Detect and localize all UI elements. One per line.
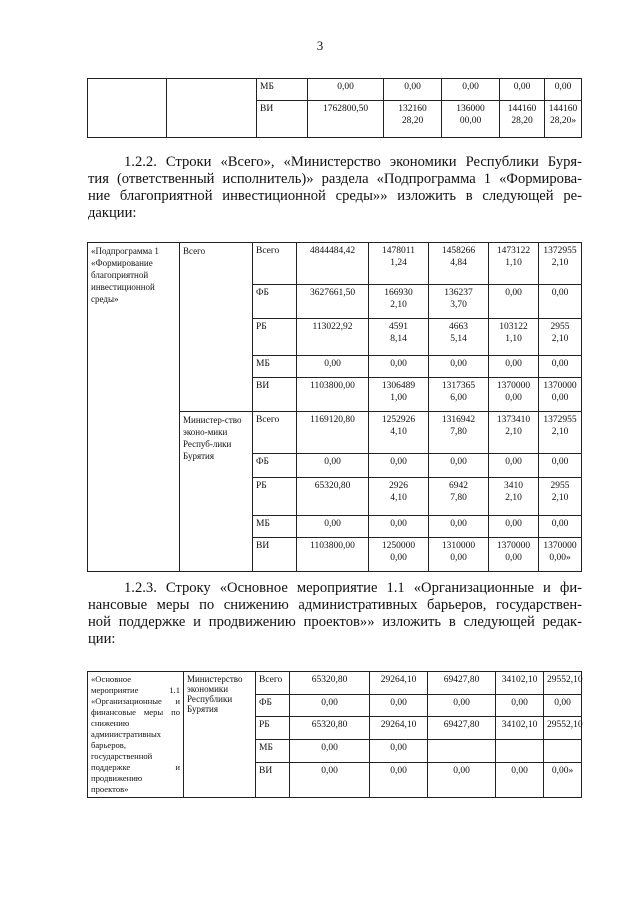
value-cell: 1252926 4,10 — [369, 412, 429, 454]
value-cell: 29552,10 — [544, 672, 582, 695]
value-cell: 0,00 — [297, 454, 369, 478]
value-cell: 1250000 0,00 — [369, 538, 429, 572]
value-cell: 1473122 1,10 — [489, 243, 539, 285]
value-cell: 29264,10 — [370, 672, 428, 695]
value-cell: 0,00 — [384, 79, 442, 101]
executor-label: Министер-ство эконо-мики Респуб-лики Бурятия — [180, 412, 253, 572]
row-label: ФБ — [253, 285, 297, 319]
value-cell: 1316942 7,80 — [429, 412, 489, 454]
value-cell: 0,00 — [297, 356, 369, 378]
value-cell: 3410 2,10 — [489, 478, 539, 516]
value-cell: 0,00 — [297, 516, 369, 538]
value-cell: 0,00 — [489, 516, 539, 538]
value-cell: 2926 4,10 — [369, 478, 429, 516]
value-cell: 1103800,00 — [297, 538, 369, 572]
row-label: ВИ — [253, 378, 297, 412]
row-label: ВИ — [257, 100, 308, 137]
value-cell: 4663 5,14 — [429, 319, 489, 356]
value-cell: 2955 2,10 — [539, 478, 582, 516]
value-cell — [428, 740, 496, 763]
value-cell: 0,00 — [308, 79, 384, 101]
row-label: Всего — [253, 412, 297, 454]
value-cell: 0,00 — [290, 762, 370, 797]
value-cell: 0,00 — [545, 79, 582, 101]
value-cell: 1373410 2,10 — [489, 412, 539, 454]
paragraph-line: 1.2.2. Строки «Всего», «Министерство экономики Республики Буря- — [124, 154, 582, 170]
value-cell: 1169120,80 — [297, 412, 369, 454]
value-cell: 1317365 6,00 — [429, 378, 489, 412]
value-cell: 113022,92 — [297, 319, 369, 356]
value-cell: 0,00 — [539, 516, 582, 538]
row-label: ФБ — [256, 694, 290, 717]
paragraph-1-2-2 — [88, 154, 582, 222]
value-cell: 34102,10 — [496, 672, 544, 695]
value-cell: 2955 2,10 — [539, 319, 582, 356]
value-cell: 29552,10 — [544, 717, 582, 740]
main-event-1-1-table — [87, 671, 582, 798]
executor-label: Министерство экономики Республики Бурятия — [184, 672, 256, 798]
paragraph-line: тия (ответственный исполнитель)» раздела «Подпрограмма 1 «Формирова- — [88, 171, 582, 187]
value-cell: 166930 2,10 — [369, 285, 429, 319]
value-cell: 69427,80 — [428, 717, 496, 740]
value-cell — [496, 740, 544, 763]
value-cell: 3627661,50 — [297, 285, 369, 319]
row-label: МБ — [253, 516, 297, 538]
row-label: ФБ — [253, 454, 297, 478]
value-cell: 0,00 — [370, 694, 428, 717]
paragraph-line: ции: — [88, 631, 116, 647]
row-label: ВИ — [256, 762, 290, 797]
paragraph-line: ние благоприятной инвестиционной среды»» изложить в следующей ре- — [88, 188, 582, 204]
value-cell: 29264,10 — [370, 717, 428, 740]
value-cell: 0,00 — [428, 762, 496, 797]
value-cell: 0,00 — [489, 285, 539, 319]
row-label: МБ — [256, 740, 290, 763]
value-cell: 0,00 — [539, 285, 582, 319]
value-cell: 1762800,50 — [308, 100, 384, 137]
value-cell: 136000 00,00 — [442, 100, 500, 137]
value-cell: 144160 28,20» — [545, 100, 582, 137]
event-label: «Основное мероприятие 1.1 «Организационные и финансовые меры по снижению административных барьеров, государственной поддержке и продвижению проектов» — [88, 672, 184, 798]
value-cell: 0,00 — [496, 694, 544, 717]
page-number: 3 — [316, 38, 324, 53]
row-label: Всего — [253, 243, 297, 285]
value-cell: 4591 8,14 — [369, 319, 429, 356]
value-cell: 65320,80 — [290, 672, 370, 695]
row-label: РБ — [256, 717, 290, 740]
row-label: РБ — [253, 319, 297, 356]
paragraph-line: нансовые меры по снижению административных барьеров, государствен- — [88, 597, 582, 613]
row-label: ВИ — [253, 538, 297, 572]
value-cell: 65320,80 — [297, 478, 369, 516]
executor-label: Всего — [180, 243, 253, 412]
value-cell: 1306489 1,00 — [369, 378, 429, 412]
value-cell: 0,00 — [442, 79, 500, 101]
value-cell — [544, 740, 582, 763]
empty-cell — [167, 79, 257, 138]
value-cell: 0,00» — [544, 762, 582, 797]
value-cell: 0,00 — [370, 740, 428, 763]
value-cell: 0,00 — [290, 740, 370, 763]
value-cell: 4844484,42 — [297, 243, 369, 285]
value-cell: 1478011 1,24 — [369, 243, 429, 285]
value-cell: 0,00 — [369, 356, 429, 378]
value-cell: 136237 3,70 — [429, 285, 489, 319]
value-cell: 1458266 4,84 — [429, 243, 489, 285]
subprogram-1-table — [87, 242, 582, 572]
value-cell: 0,00 — [370, 762, 428, 797]
value-cell: 0,00 — [429, 356, 489, 378]
value-cell: 0,00 — [539, 356, 582, 378]
value-cell: 0,00 — [429, 454, 489, 478]
value-cell: 1372955 2,10 — [539, 243, 582, 285]
value-cell: 6942 7,80 — [429, 478, 489, 516]
paragraph-line: ной поддержке и продвижению проектов»» изложить в следующей редак- — [88, 614, 582, 630]
value-cell: 0,00 — [500, 79, 545, 101]
value-cell: 0,00 — [489, 356, 539, 378]
value-cell: 0,00 — [544, 694, 582, 717]
value-cell: 144160 28,20 — [500, 100, 545, 137]
value-cell: 0,00 — [369, 516, 429, 538]
value-cell: 0,00 — [496, 762, 544, 797]
row-label: МБ — [257, 79, 308, 101]
value-cell: 1370000 0,00» — [539, 538, 582, 572]
value-cell: 103122 1,10 — [489, 319, 539, 356]
empty-cell — [88, 79, 167, 138]
value-cell: 1370000 0,00 — [539, 378, 582, 412]
value-cell: 1103800,00 — [297, 378, 369, 412]
program-label: «Подпрограмма 1 «Формирование благоприятной инвестиционной среды» — [88, 243, 180, 572]
value-cell: 1370000 0,00 — [489, 538, 539, 572]
paragraph-1-2-3 — [88, 580, 582, 648]
value-cell: 0,00 — [489, 454, 539, 478]
value-cell: 34102,10 — [496, 717, 544, 740]
value-cell: 0,00 — [369, 454, 429, 478]
row-label: РБ — [253, 478, 297, 516]
paragraph-line: 1.2.3. Строку «Основное мероприятие 1.1 «Организационные и фи- — [124, 580, 582, 596]
paragraph-line: дакции: — [88, 205, 137, 221]
value-cell: 0,00 — [290, 694, 370, 717]
value-cell: 69427,80 — [428, 672, 496, 695]
value-cell: 0,00 — [539, 454, 582, 478]
value-cell: 1372955 2,10 — [539, 412, 582, 454]
value-cell: 0,00 — [429, 516, 489, 538]
value-cell: 1370000 0,00 — [489, 378, 539, 412]
value-cell: 1310000 0,00 — [429, 538, 489, 572]
value-cell: 132160 28,20 — [384, 100, 442, 137]
row-label: МБ — [253, 356, 297, 378]
value-cell: 0,00 — [428, 694, 496, 717]
value-cell: 65320,80 — [290, 717, 370, 740]
top-funding-table — [87, 78, 582, 138]
row-label: Всего — [256, 672, 290, 695]
